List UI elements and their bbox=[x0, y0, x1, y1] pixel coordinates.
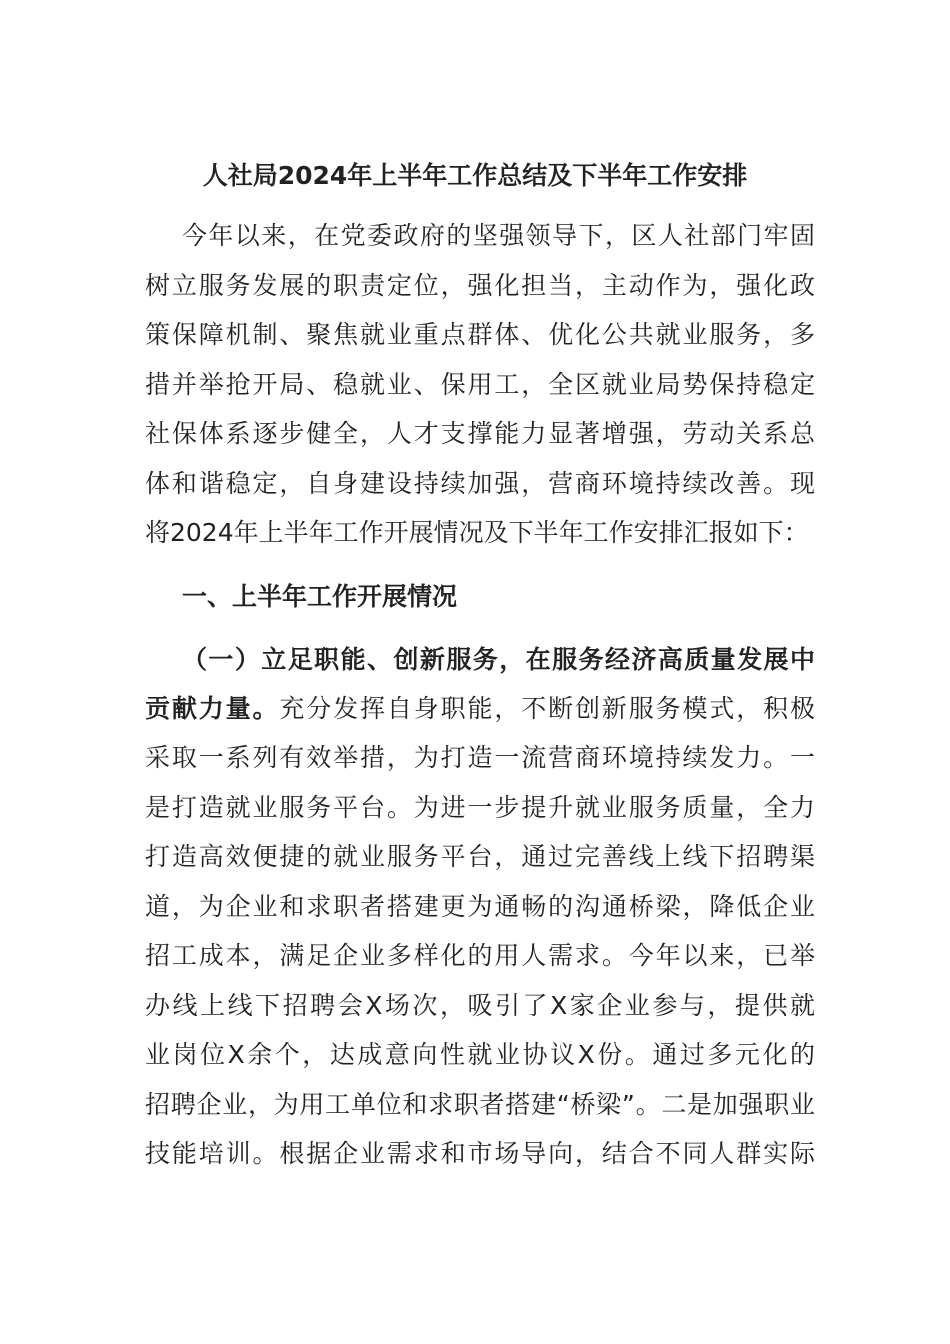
body-line-5: 招工成本，满足企业多样化的用人需求。今年以来，已举 bbox=[145, 941, 815, 970]
intro-line-6: 体和谐稳定，自身建设持续加强，营商环境持续改善。现 bbox=[145, 469, 815, 498]
body-line-6: 办线上线下招聘会X场次，吸引了X家企业参与，提供就 bbox=[145, 991, 815, 1020]
subsection-1-line-2-rest: 充分发挥自身职能，不断创新服务模式，积极 bbox=[279, 694, 815, 723]
intro-line-4: 措并举抢开局、稳就业、保用工，全区就业局势保持稳定 bbox=[145, 370, 815, 399]
intro-line-7: 将2024年上半年工作开展情况及下半年工作安排汇报如下： bbox=[145, 518, 809, 547]
body-line-3: 打造高效便捷的就业服务平台，通过完善线上线下招聘渠 bbox=[145, 842, 815, 871]
body-line-2: 是打造就业服务平台。为进一步提升就业服务质量，全力 bbox=[145, 793, 815, 822]
section-1-heading: 一、上半年工作开展情况 bbox=[182, 582, 458, 611]
body-line-8: 招聘企业，为用工单位和求职者搭建“桥梁”。二是加强职业 bbox=[145, 1090, 815, 1119]
body-line-4: 道，为企业和求职者搭建更为通畅的沟通桥梁，降低企业 bbox=[145, 892, 815, 921]
body-line-9: 技能培训。根据企业需求和市场导向，结合不同人群实际 bbox=[145, 1139, 815, 1168]
body-line-7: 业岗位X余个，达成意向性就业协议X份。通过多元化的 bbox=[145, 1040, 815, 1069]
body-line-1: 采取一系列有效举措，为打造一流营商环境持续发力。一 bbox=[145, 743, 815, 772]
intro-line-3: 策保障机制、聚焦就业重点群体、优化公共就业服务，多 bbox=[145, 320, 815, 349]
subsection-1-heading-line: （一）立足职能、创新服务，在服务经济高质量发展中 bbox=[182, 645, 815, 674]
subsection-1-heading-tail: 贡献力量。 bbox=[145, 694, 280, 723]
document-title: 人社局2024年上半年工作总结及下半年工作安排 bbox=[202, 161, 748, 190]
intro-line-2: 树立服务发展的职责定位，强化担当，主动作为，强化政 bbox=[145, 271, 815, 300]
subsection-1-line-2 bbox=[145, 689, 815, 729]
intro-line-1: 今年以来，在党委政府的坚强领导下，区人社部门牢固 bbox=[182, 221, 815, 250]
intro-line-5: 社保体系逐步健全，人才支撑能力显著增强，劳动关系总 bbox=[145, 419, 815, 448]
